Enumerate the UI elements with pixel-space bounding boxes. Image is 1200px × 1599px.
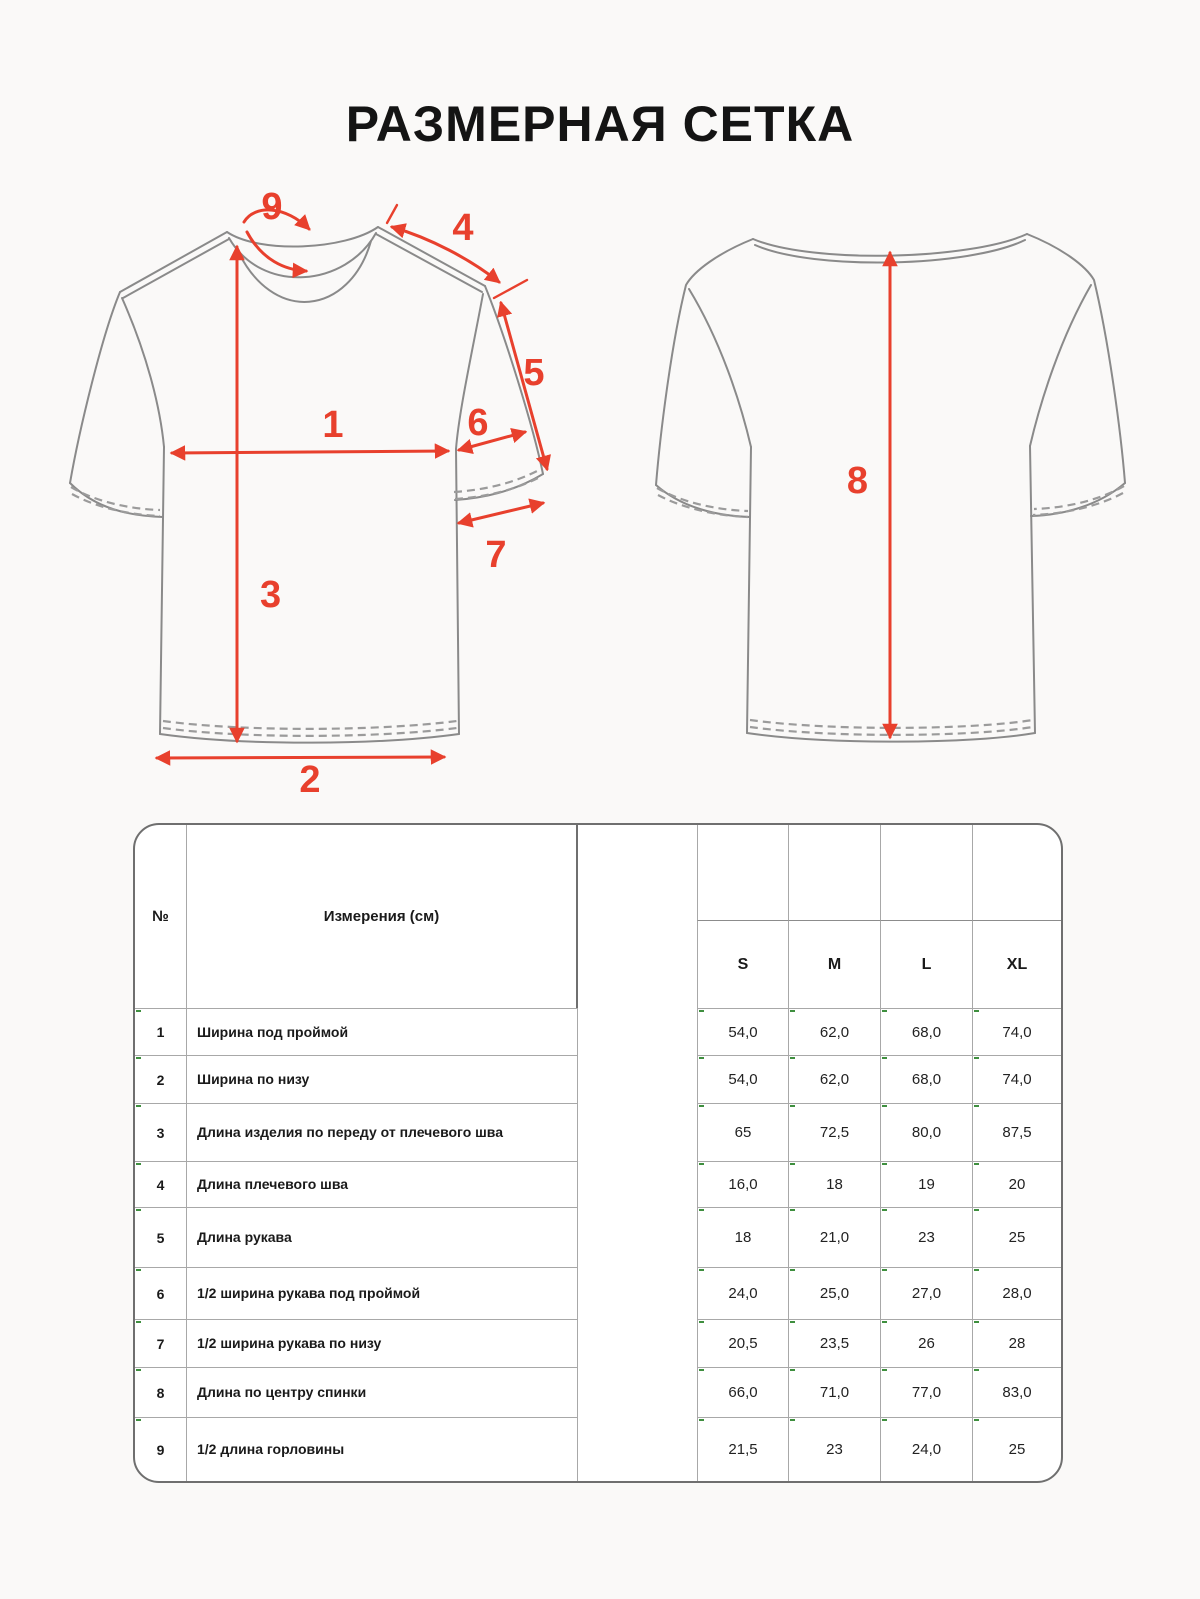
measure-label-1: 1 [322, 404, 344, 446]
measure-label-8: 8 [846, 460, 868, 502]
size-value-xl: 28,0 [973, 1267, 1061, 1319]
row-number: 4 [135, 1161, 187, 1207]
size-value-xl: 20 [973, 1161, 1061, 1207]
size-value-xl: 87,5 [973, 1103, 1061, 1161]
tshirt-front-sketch [50, 185, 580, 795]
measure-name: Длина по центру спинки [187, 1367, 578, 1417]
size-value-l: 27,0 [881, 1267, 973, 1319]
size-header-s: S [697, 920, 789, 1008]
size-header-xl: XL [973, 920, 1061, 1008]
tshirt-back-sketch [640, 185, 1160, 795]
size-value-s: 66,0 [697, 1367, 789, 1417]
tshirt-front-outline [70, 227, 543, 743]
size-value-s: 20,5 [697, 1319, 789, 1367]
measure-name: Длина изделия по переду от плечевого шва [187, 1103, 578, 1161]
size-value-s: 54,0 [697, 1008, 789, 1055]
size-value-s: 16,0 [697, 1161, 789, 1207]
front-measure-arrows [157, 205, 547, 758]
size-value-l: 77,0 [881, 1367, 973, 1417]
measure-label-4: 4 [452, 207, 474, 249]
size-value-xl: 74,0 [973, 1008, 1061, 1055]
back-measure-numbers [847, 460, 868, 502]
size-value-s: 65 [697, 1103, 789, 1161]
size-value-s: 54,0 [697, 1055, 789, 1103]
table-gap-column [578, 825, 697, 1481]
measure-name: Длина плечевого шва [187, 1161, 578, 1207]
size-header-spacer [789, 825, 881, 920]
size-table [133, 823, 1063, 1483]
size-value-l: 68,0 [881, 1055, 973, 1103]
row-number: 1 [135, 1008, 187, 1055]
size-header-m: M [789, 920, 881, 1008]
measure-label-5: 5 [523, 352, 545, 394]
size-value-l: 19 [881, 1161, 973, 1207]
measure-name: Ширина по низу [187, 1055, 578, 1103]
size-value-xl: 28 [973, 1319, 1061, 1367]
column-header-number: № [135, 825, 187, 1008]
row-number: 5 [135, 1207, 187, 1267]
size-value-m: 23 [789, 1417, 881, 1481]
size-value-m: 23,5 [789, 1319, 881, 1367]
row-number: 8 [135, 1367, 187, 1417]
size-value-s: 18 [697, 1207, 789, 1267]
measure-name: Ширина под проймой [187, 1008, 578, 1055]
size-value-xl: 83,0 [973, 1367, 1061, 1417]
size-value-l: 23 [881, 1207, 973, 1267]
size-value-m: 62,0 [789, 1008, 881, 1055]
measure-label-9: 9 [261, 186, 283, 228]
size-value-s: 24,0 [697, 1267, 789, 1319]
size-value-xl: 74,0 [973, 1055, 1061, 1103]
size-value-m: 62,0 [789, 1055, 881, 1103]
size-value-l: 24,0 [881, 1417, 973, 1481]
size-value-m: 25,0 [789, 1267, 881, 1319]
size-header-spacer [973, 825, 1061, 920]
row-number: 9 [135, 1417, 187, 1481]
measure-name: 1/2 ширина рукава под проймой [187, 1267, 578, 1319]
row-number: 7 [135, 1319, 187, 1367]
size-value-xl: 25 [973, 1207, 1061, 1267]
size-value-l: 80,0 [881, 1103, 973, 1161]
size-value-l: 26 [881, 1319, 973, 1367]
measure-label-6: 6 [467, 402, 489, 444]
size-value-s: 21,5 [697, 1417, 789, 1481]
column-header-measure: Измерения (см) [187, 825, 578, 1008]
size-header-l: L [881, 920, 973, 1008]
row-number: 6 [135, 1267, 187, 1319]
measure-name: Длина рукава [187, 1207, 578, 1267]
size-value-m: 21,0 [789, 1207, 881, 1267]
measure-name: 1/2 ширина рукава по низу [187, 1319, 578, 1367]
measure-label-2: 2 [299, 759, 321, 795]
size-value-m: 72,5 [789, 1103, 881, 1161]
size-value-m: 18 [789, 1161, 881, 1207]
size-value-xl: 25 [973, 1417, 1061, 1481]
measure-label-3: 3 [260, 574, 282, 616]
size-value-m: 71,0 [789, 1367, 881, 1417]
measure-name: 1/2 длина горловины [187, 1417, 578, 1481]
size-header-spacer [697, 825, 789, 920]
page-title: РАЗМЕРНАЯ СЕТКА [345, 96, 855, 152]
size-value-l: 68,0 [881, 1008, 973, 1055]
row-number: 2 [135, 1055, 187, 1103]
measure-label-7: 7 [485, 534, 507, 576]
size-header-spacer [881, 825, 973, 920]
row-number: 3 [135, 1103, 187, 1161]
